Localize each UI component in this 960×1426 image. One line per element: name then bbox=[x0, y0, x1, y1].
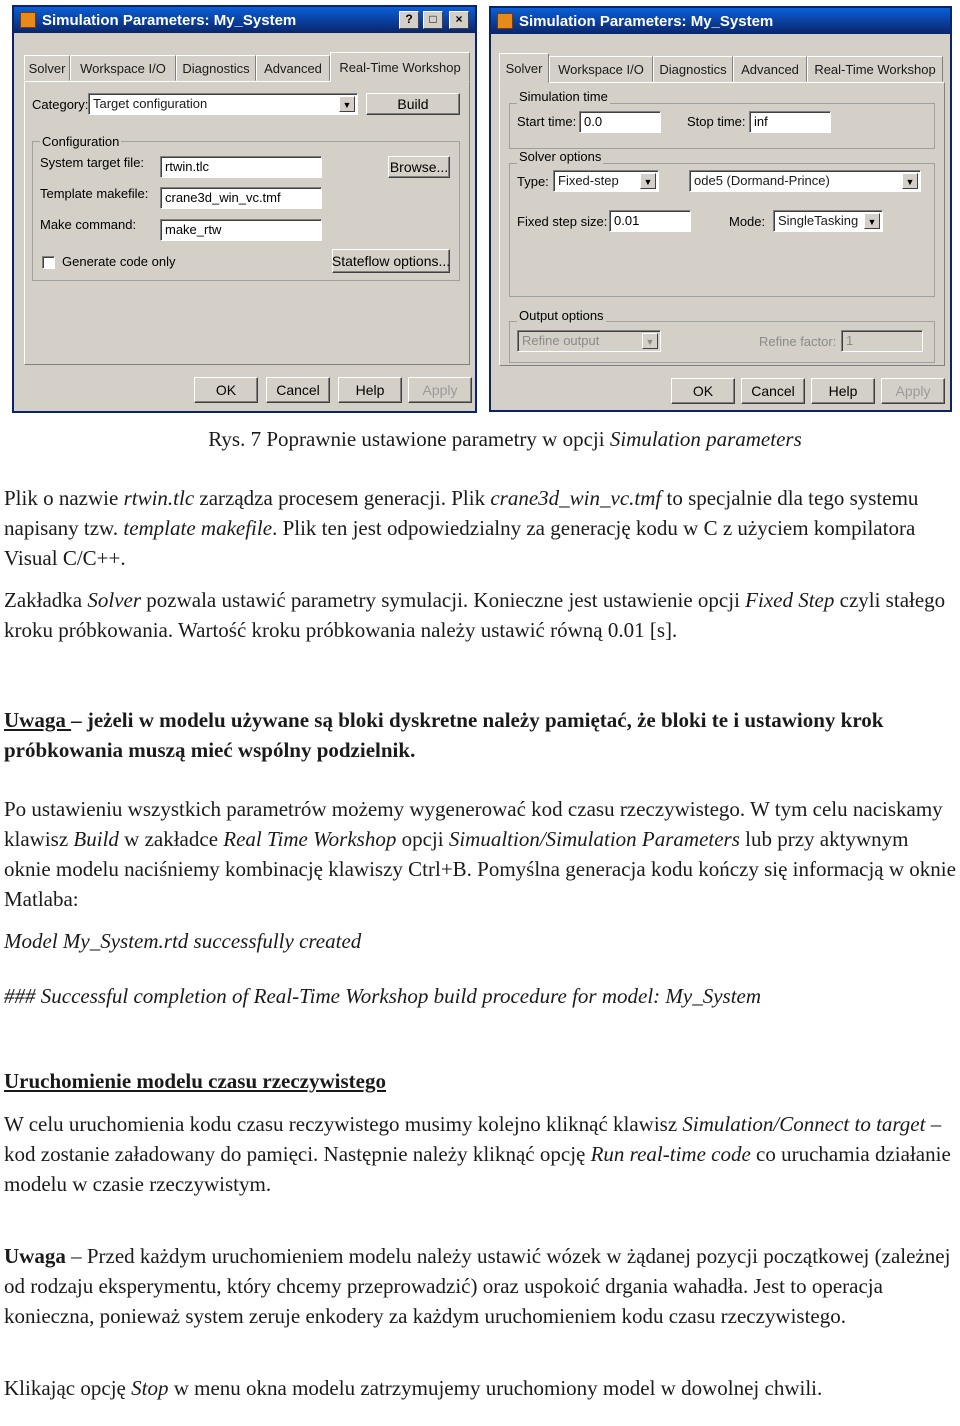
simulink-app-icon bbox=[20, 12, 36, 28]
simulation-parameters-dialog-rtw bbox=[12, 5, 477, 413]
dialog-title-bar[interactable] bbox=[491, 8, 950, 34]
category-label: Category: bbox=[32, 97, 89, 112]
start-time-label: Start time: bbox=[517, 114, 577, 129]
help-button[interactable]: Help bbox=[338, 377, 402, 403]
tab-real-time-workshop[interactable]: Real-Time Workshop bbox=[330, 52, 470, 82]
dialog-title: Simulation Parameters: My_System bbox=[42, 11, 297, 29]
simulation-time-group-label: Simulation time bbox=[519, 89, 608, 104]
generate-code-only-label: Generate code only bbox=[62, 254, 176, 269]
system-target-label: System target file: bbox=[40, 155, 145, 170]
tab-diagnostics[interactable]: Diagnostics bbox=[653, 56, 733, 82]
chevron-down-icon: ▼ bbox=[339, 96, 355, 112]
paragraph-template-files: Plik o nazwie rtwin.tlc zarządza procesem generacji. Plik crane3d_win_vc.tmf to specjalnie dla tego systemu napisany tzw. template makefile. Plik ten jest odpowiedzialny za generację kodu w C z użyciem kompilatora Visual C/C++. bbox=[4, 486, 919, 570]
paragraph-build-code: Po ustawieniu wszystkich parametrów możemy wygenerować kod czasu rzeczywistego. W tym celu naciskamy klawisz Build w zakładce Real Time Workshop opcji Simualtion/Simulation Parameters lub przy aktywnym oknie modelu naciśniemy kombinację klawiszy Ctrl+B. Pomyślna generacja kodu kończy się informacją w oknie Matlaba: bbox=[4, 797, 956, 911]
paragraph-solver-tab: Zakładka Solver pozwala ustawić parametry symulacji. Konieczne jest ustawienie opcji Fixed Step czyli stałego kroku próbkowania. Wartość kroku próbkowania należy ustawić równą 0.01 [s]. bbox=[4, 588, 946, 642]
stop-time-input[interactable]: inf bbox=[749, 111, 831, 133]
tab-advanced[interactable]: Advanced bbox=[256, 55, 330, 81]
figure-caption: Rys. 7 Poprawnie ustawione parametry w opcji Simulation parameters bbox=[208, 427, 802, 451]
category-dropdown[interactable]: Target configuration ▼ bbox=[88, 93, 358, 115]
ok-button[interactable]: OK bbox=[194, 377, 258, 403]
paragraph-run-model: W celu uruchomienia kodu czasu reczywistego musimy kolejno kliknąć klawisz Simulation/Connect to target – kod zostanie załadowany do pamięci. Następnie należy kliknąć opcję Run real-time code co uruchamia działanie modelu w czasie rzeczywistym. bbox=[4, 1112, 951, 1196]
fixed-step-label: Fixed step size: bbox=[517, 214, 608, 229]
mode-dropdown[interactable]: SingleTasking ▼ bbox=[773, 210, 883, 232]
fixed-step-input[interactable]: 0.01 bbox=[609, 210, 691, 232]
make-command-label: Make command: bbox=[40, 217, 137, 232]
browse-button[interactable]: Browse... bbox=[388, 156, 450, 178]
refine-factor-input[interactable]: 1 bbox=[841, 330, 923, 352]
mode-label: Mode: bbox=[729, 214, 766, 229]
tab-diagnostics[interactable]: Diagnostics bbox=[176, 55, 256, 81]
tab-solver[interactable]: Solver bbox=[499, 53, 549, 83]
help-title-icon[interactable]: ? bbox=[399, 11, 419, 29]
tab-advanced[interactable]: Advanced bbox=[733, 56, 807, 82]
solver-algorithm-dropdown[interactable]: ode5 (Dormand-Prince) ▼ bbox=[689, 170, 921, 192]
chevron-down-icon: ▼ bbox=[864, 213, 880, 229]
type-label: Type: bbox=[517, 174, 549, 189]
close-icon[interactable]: × bbox=[449, 11, 469, 29]
simulation-parameters-dialog-solver bbox=[489, 6, 952, 412]
paragraph-successful-completion: ### Successful completion of Real-Time Workshop build procedure for model: My_System bbox=[4, 984, 762, 1008]
section-heading: Uruchomienie modelu czasu rzeczywistego bbox=[4, 1069, 386, 1093]
paragraph-model-created: Model My_System.rtd successfully created bbox=[4, 929, 362, 953]
stateflow-options-button[interactable]: Stateflow options... bbox=[332, 249, 450, 273]
paragraph-stop-model: Klikając opcję Stop w menu okna modelu zatrzymujemy uruchomiony model w dowolnej chwili. bbox=[4, 1376, 823, 1400]
maximize-icon[interactable]: □ bbox=[423, 11, 443, 29]
solver-type-dropdown[interactable]: Fixed-step ▼ bbox=[553, 170, 659, 192]
stop-time-label: Stop time: bbox=[687, 114, 746, 129]
solver-options-group-label: Solver options bbox=[519, 149, 602, 164]
apply-button[interactable]: Apply bbox=[881, 378, 945, 404]
chevron-down-icon: ▼ bbox=[642, 333, 658, 349]
chevron-down-icon: ▼ bbox=[640, 173, 656, 189]
paragraph-warning-position: Uwaga – Przed każdym uruchomieniem modelu należy ustawić wózek w żądanej pozycji początkowej (zależnej od rodzaju eksperymentu, który chcemy przeprowadzić) oraz uspokoić drgania wahadła. Jest to operacja konieczna, ponieważ system zeruje enkodery za każdym uruchomieniem kodu czasu rzeczywistego. bbox=[4, 1244, 951, 1328]
build-button[interactable]: Build bbox=[366, 93, 460, 115]
template-makefile-input[interactable]: crane3d_win_vc.tmf bbox=[160, 187, 322, 209]
ok-button[interactable]: OK bbox=[671, 378, 735, 404]
tab-solver[interactable]: Solver bbox=[24, 55, 70, 81]
cancel-button[interactable]: Cancel bbox=[266, 377, 330, 403]
refine-output-dropdown[interactable]: Refine output ▼ bbox=[517, 330, 661, 352]
dialog-title-bar[interactable] bbox=[14, 7, 475, 33]
start-time-input[interactable]: 0.0 bbox=[579, 111, 661, 133]
cancel-button[interactable]: Cancel bbox=[741, 378, 805, 404]
dialog-title: Simulation Parameters: My_System bbox=[519, 12, 774, 30]
generate-code-only-checkbox[interactable] bbox=[42, 256, 55, 269]
help-button[interactable]: Help bbox=[811, 378, 875, 404]
paragraph-warning-discrete: Uwaga – jeżeli w modelu używane są bloki dyskretne należy pamiętać, że bloki te i ustawiony krok próbkowania muszą mieć wspólny podzielnik. bbox=[4, 708, 884, 762]
template-makefile-label: Template makefile: bbox=[40, 186, 149, 201]
configuration-group-label: Configuration bbox=[42, 134, 120, 149]
refine-factor-label: Refine factor: bbox=[759, 334, 837, 349]
apply-button[interactable]: Apply bbox=[408, 377, 472, 403]
system-target-input[interactable]: rtwin.tlc bbox=[160, 156, 322, 178]
tab-workspace-io[interactable]: Workspace I/O bbox=[549, 56, 653, 82]
tab-workspace-io[interactable]: Workspace I/O bbox=[70, 55, 176, 81]
chevron-down-icon: ▼ bbox=[902, 173, 918, 189]
tab-real-time-workshop[interactable]: Real-Time Workshop bbox=[807, 56, 943, 82]
output-options-group-label: Output options bbox=[519, 308, 604, 323]
make-command-input[interactable]: make_rtw bbox=[160, 219, 322, 241]
simulink-app-icon bbox=[497, 13, 513, 29]
